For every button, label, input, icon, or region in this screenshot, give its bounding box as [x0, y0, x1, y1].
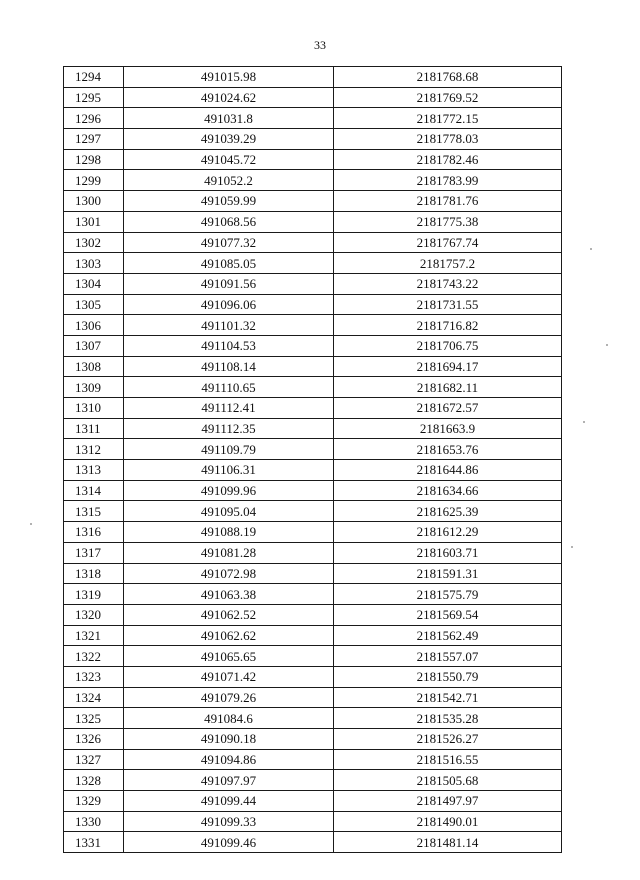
- table-body: [64, 67, 562, 853]
- table-row: [64, 87, 562, 108]
- x-coordinate-cell: 491099.44: [124, 791, 334, 812]
- table-row: [64, 584, 562, 605]
- y-coordinate-cell: 2181634.66: [334, 480, 562, 501]
- x-coordinate-cell: 491039.29: [124, 129, 334, 150]
- x-coordinate-cell: 491077.32: [124, 232, 334, 253]
- y-coordinate-cell: 2181781.76: [334, 191, 562, 212]
- point-number-cell: 1327: [64, 749, 124, 770]
- x-coordinate-cell: 491110.65: [124, 377, 334, 398]
- table-row: [64, 149, 562, 170]
- point-number-cell: 1326: [64, 729, 124, 750]
- x-coordinate-cell: 491062.62: [124, 625, 334, 646]
- y-coordinate-cell: 2181772.15: [334, 108, 562, 129]
- point-number-cell: 1314: [64, 480, 124, 501]
- table-row: [64, 791, 562, 812]
- x-coordinate-cell: 491099.33: [124, 811, 334, 832]
- table-row: [64, 253, 562, 274]
- y-coordinate-cell: 2181767.74: [334, 232, 562, 253]
- y-coordinate-cell: 2181716.82: [334, 315, 562, 336]
- x-coordinate-cell: 491072.98: [124, 563, 334, 584]
- table-row: [64, 811, 562, 832]
- table-row: [64, 335, 562, 356]
- y-coordinate-cell: 2181775.38: [334, 211, 562, 232]
- point-number-cell: 1311: [64, 418, 124, 439]
- table-row: [64, 460, 562, 481]
- x-coordinate-cell: 491059.99: [124, 191, 334, 212]
- table-row: [64, 646, 562, 667]
- x-coordinate-cell: 491079.26: [124, 687, 334, 708]
- x-coordinate-cell: 491096.06: [124, 294, 334, 315]
- table-row: [64, 191, 562, 212]
- point-number-cell: 1320: [64, 604, 124, 625]
- x-coordinate-cell: 491045.72: [124, 149, 334, 170]
- scan-speck: [606, 344, 608, 346]
- y-coordinate-cell: 2181557.07: [334, 646, 562, 667]
- table-row: [64, 129, 562, 150]
- x-coordinate-cell: 491015.98: [124, 67, 334, 88]
- x-coordinate-cell: 491052.2: [124, 170, 334, 191]
- point-number-cell: 1296: [64, 108, 124, 129]
- table-row: [64, 170, 562, 191]
- point-number-cell: 1302: [64, 232, 124, 253]
- y-coordinate-cell: 2181706.75: [334, 335, 562, 356]
- y-coordinate-cell: 2181672.57: [334, 398, 562, 419]
- page-number: 33: [314, 38, 326, 52]
- y-coordinate-cell: 2181682.11: [334, 377, 562, 398]
- y-coordinate-cell: 2181542.71: [334, 687, 562, 708]
- point-number-cell: 1316: [64, 522, 124, 543]
- y-coordinate-cell: 2181644.86: [334, 460, 562, 481]
- x-coordinate-cell: 491109.79: [124, 439, 334, 460]
- x-coordinate-cell: 491085.05: [124, 253, 334, 274]
- point-number-cell: 1312: [64, 439, 124, 460]
- table-row: [64, 211, 562, 232]
- x-coordinate-cell: 491084.6: [124, 708, 334, 729]
- point-number-cell: 1310: [64, 398, 124, 419]
- y-coordinate-cell: 2181625.39: [334, 501, 562, 522]
- scan-speck: [583, 421, 585, 423]
- x-coordinate-cell: 491104.53: [124, 335, 334, 356]
- point-number-cell: 1294: [64, 67, 124, 88]
- y-coordinate-cell: 2181731.55: [334, 294, 562, 315]
- y-coordinate-cell: 2181505.68: [334, 770, 562, 791]
- x-coordinate-cell: 491097.97: [124, 770, 334, 791]
- x-coordinate-cell: 491088.19: [124, 522, 334, 543]
- x-coordinate-cell: 491112.35: [124, 418, 334, 439]
- coordinates-table: [63, 66, 562, 853]
- table-row: [64, 522, 562, 543]
- y-coordinate-cell: 2181562.49: [334, 625, 562, 646]
- point-number-cell: 1301: [64, 211, 124, 232]
- y-coordinate-cell: 2181497.97: [334, 791, 562, 812]
- y-coordinate-cell: 2181550.79: [334, 666, 562, 687]
- x-coordinate-cell: 491112.41: [124, 398, 334, 419]
- point-number-cell: 1323: [64, 666, 124, 687]
- x-coordinate-cell: 491108.14: [124, 356, 334, 377]
- table-row: [64, 108, 562, 129]
- x-coordinate-cell: 491094.86: [124, 749, 334, 770]
- x-coordinate-cell: 491063.38: [124, 584, 334, 605]
- y-coordinate-cell: 2181603.71: [334, 542, 562, 563]
- x-coordinate-cell: 491099.96: [124, 480, 334, 501]
- point-number-cell: 1328: [64, 770, 124, 791]
- point-number-cell: 1309: [64, 377, 124, 398]
- y-coordinate-cell: 2181768.68: [334, 67, 562, 88]
- table-row: [64, 232, 562, 253]
- x-coordinate-cell: 491031.8: [124, 108, 334, 129]
- table-row: [64, 687, 562, 708]
- table-row: [64, 480, 562, 501]
- point-number-cell: 1297: [64, 129, 124, 150]
- point-number-cell: 1303: [64, 253, 124, 274]
- table-row: [64, 315, 562, 336]
- point-number-cell: 1318: [64, 563, 124, 584]
- x-coordinate-cell: 491065.65: [124, 646, 334, 667]
- table-row: [64, 356, 562, 377]
- table-row: [64, 294, 562, 315]
- point-number-cell: 1324: [64, 687, 124, 708]
- x-coordinate-cell: 491101.32: [124, 315, 334, 336]
- point-number-cell: 1322: [64, 646, 124, 667]
- scan-speck: [590, 248, 592, 250]
- point-number-cell: 1325: [64, 708, 124, 729]
- point-number-cell: 1299: [64, 170, 124, 191]
- y-coordinate-cell: 2181591.31: [334, 563, 562, 584]
- point-number-cell: 1298: [64, 149, 124, 170]
- scan-speck: [571, 546, 573, 548]
- point-number-cell: 1313: [64, 460, 124, 481]
- x-coordinate-cell: 491106.31: [124, 460, 334, 481]
- point-number-cell: 1308: [64, 356, 124, 377]
- y-coordinate-cell: 2181743.22: [334, 273, 562, 294]
- table-row: [64, 563, 562, 584]
- table-row: [64, 729, 562, 750]
- y-coordinate-cell: 2181769.52: [334, 87, 562, 108]
- y-coordinate-cell: 2181783.99: [334, 170, 562, 191]
- table-row: [64, 749, 562, 770]
- point-number-cell: 1329: [64, 791, 124, 812]
- table-row: [64, 439, 562, 460]
- point-number-cell: 1321: [64, 625, 124, 646]
- scan-speck: [30, 523, 32, 525]
- x-coordinate-cell: 491099.46: [124, 832, 334, 853]
- y-coordinate-cell: 2181526.27: [334, 729, 562, 750]
- table-row: [64, 832, 562, 853]
- table-row: [64, 708, 562, 729]
- x-coordinate-cell: 491091.56: [124, 273, 334, 294]
- x-coordinate-cell: 491071.42: [124, 666, 334, 687]
- point-number-cell: 1317: [64, 542, 124, 563]
- table-row: [64, 273, 562, 294]
- y-coordinate-cell: 2181481.14: [334, 832, 562, 853]
- x-coordinate-cell: 491068.56: [124, 211, 334, 232]
- table-row: [64, 625, 562, 646]
- x-coordinate-cell: 491095.04: [124, 501, 334, 522]
- point-number-cell: 1330: [64, 811, 124, 832]
- table-row: [64, 377, 562, 398]
- y-coordinate-cell: 2181778.03: [334, 129, 562, 150]
- point-number-cell: 1307: [64, 335, 124, 356]
- y-coordinate-cell: 2181757.2: [334, 253, 562, 274]
- point-number-cell: 1305: [64, 294, 124, 315]
- x-coordinate-cell: 491024.62: [124, 87, 334, 108]
- y-coordinate-cell: 2181663.9: [334, 418, 562, 439]
- y-coordinate-cell: 2181490.01: [334, 811, 562, 832]
- point-number-cell: 1319: [64, 584, 124, 605]
- y-coordinate-cell: 2181535.28: [334, 708, 562, 729]
- table-row: [64, 501, 562, 522]
- y-coordinate-cell: 2181575.79: [334, 584, 562, 605]
- y-coordinate-cell: 2181516.55: [334, 749, 562, 770]
- x-coordinate-cell: 491062.52: [124, 604, 334, 625]
- y-coordinate-cell: 2181569.54: [334, 604, 562, 625]
- point-number-cell: 1295: [64, 87, 124, 108]
- point-number-cell: 1300: [64, 191, 124, 212]
- table-row: [64, 666, 562, 687]
- table-row: [64, 398, 562, 419]
- table-row: [64, 67, 562, 88]
- y-coordinate-cell: 2181694.17: [334, 356, 562, 377]
- table-row: [64, 542, 562, 563]
- y-coordinate-cell: 2181782.46: [334, 149, 562, 170]
- x-coordinate-cell: 491081.28: [124, 542, 334, 563]
- table-row: [64, 770, 562, 791]
- point-number-cell: 1315: [64, 501, 124, 522]
- y-coordinate-cell: 2181612.29: [334, 522, 562, 543]
- table-row: [64, 418, 562, 439]
- table-row: [64, 604, 562, 625]
- point-number-cell: 1306: [64, 315, 124, 336]
- x-coordinate-cell: 491090.18: [124, 729, 334, 750]
- y-coordinate-cell: 2181653.76: [334, 439, 562, 460]
- point-number-cell: 1331: [64, 832, 124, 853]
- point-number-cell: 1304: [64, 273, 124, 294]
